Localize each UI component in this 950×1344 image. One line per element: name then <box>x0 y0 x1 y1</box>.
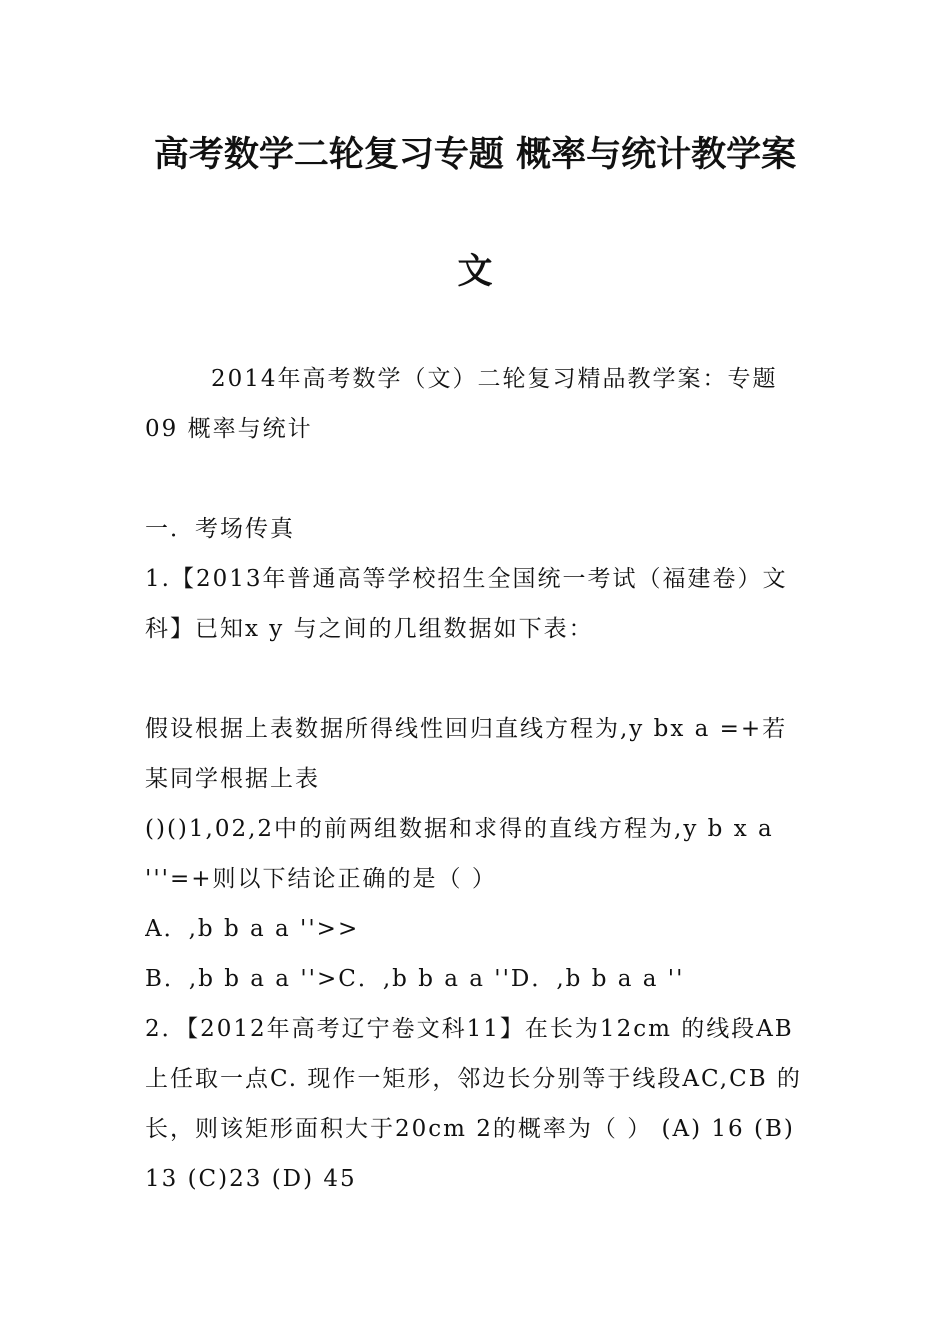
question-2-line-3: 长，则该矩形面积大于20cm 2的概率为（ ） (A) 16 (B) <box>145 1116 795 1142</box>
question-1-cont-line-2: 某同学根据上表 <box>145 766 320 792</box>
document-body <box>145 354 810 1204</box>
table-placeholder-gap <box>145 654 810 704</box>
intro-line-1: 2014年高考数学（文）二轮复习精品教学案：专题 <box>211 366 778 392</box>
question-1-cont-line-4: '''=+则以下结论正确的是（ ） <box>145 866 497 892</box>
document-title-line-2: 文 <box>457 252 493 292</box>
question-1-cont-line-1: 假设根据上表数据所得线性回归直线方程为,y bx a =+若 <box>145 716 788 742</box>
question-2-line-4: 13 (C)23 (D) 45 <box>145 1166 357 1192</box>
question-2-line-2: 上任取一点C. 现作一矩形，邻边长分别等于线段AC,CB 的 <box>145 1066 802 1092</box>
question-2-line-1: 2．【2012年高考辽宁卷文科11】在长为12cm 的线段AB <box>145 1016 794 1042</box>
section-heading: 一．考场传真 <box>145 516 295 542</box>
question-1-line-2: 科】已知x y 与之间的几组数据如下表： <box>145 616 594 642</box>
question-1-cont-line-3: ()()1,02,2中的前两组数据和求得的直线方程为,y b x a <box>145 816 774 842</box>
question-1-option-a: A．,b b a a ''>> <box>145 916 360 942</box>
blank-line <box>145 454 810 504</box>
intro-line-2: 09 概率与统计 <box>145 416 313 442</box>
document-title-line-1: 高考数学二轮复习专题 概率与统计教学案 <box>153 135 797 175</box>
question-1-line-1: 1.【2013年普通高等学校招生全国统一考试（福建卷）文 <box>145 566 788 592</box>
question-1-options-bcd: B．,b b a a ''>C．,b b a a ''D．,b b a a '' <box>145 966 685 992</box>
